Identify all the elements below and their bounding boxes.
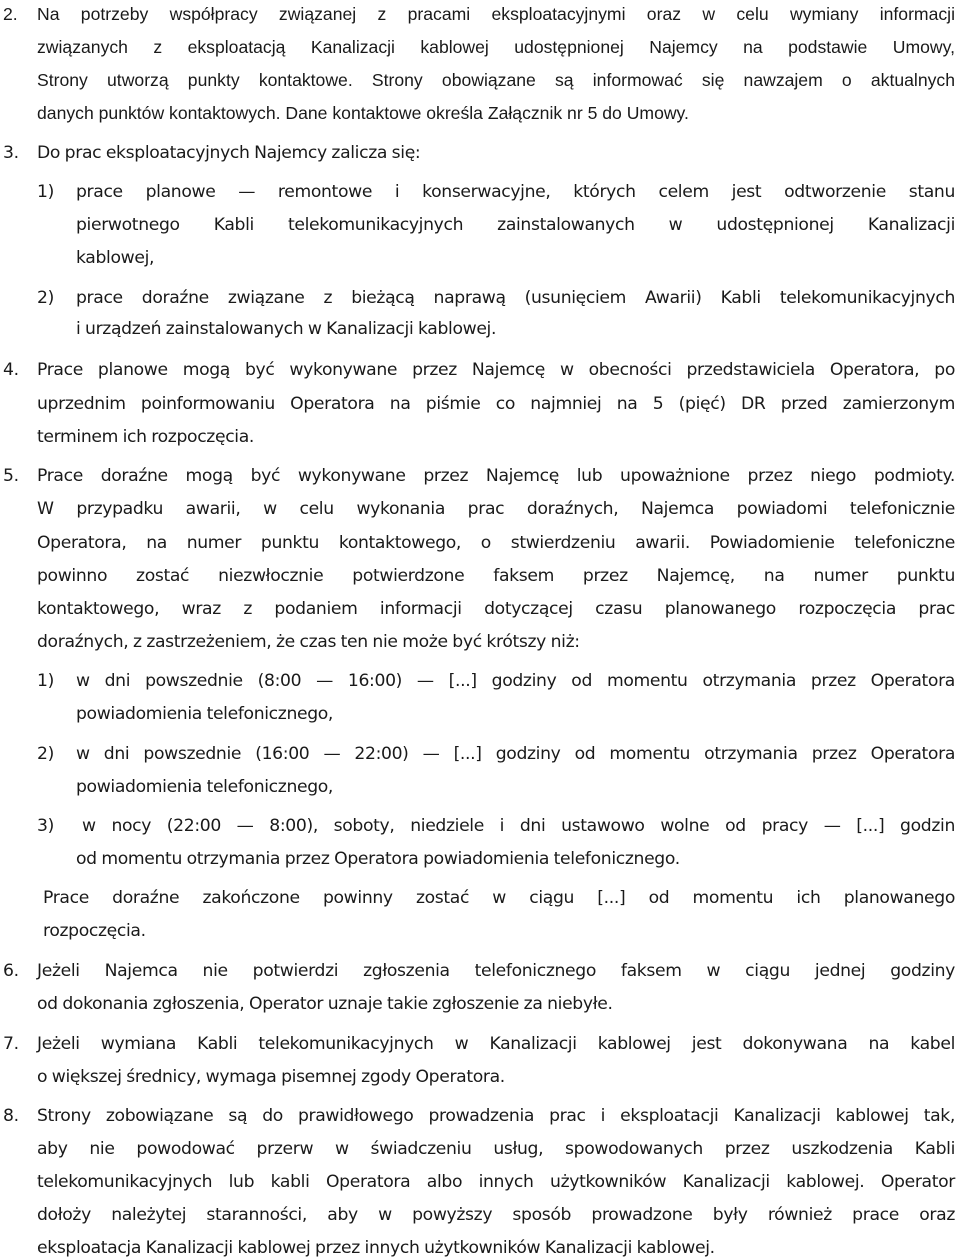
- paragraph-line: doraźnych, z zastrzeżeniem, że czas ten nie może być krótszy niż:: [37, 632, 580, 652]
- paragraph-line: Prace planowe mogą być wykonywane przez Najemcę w obecności przedstawiciela Operatora, po: [37, 360, 955, 380]
- paragraph-line: telekomunikacyjnych lub kabli Operatora albo innych użytkowników Kanalizacji kablowej. Operator: [37, 1172, 955, 1192]
- list-item-number: 3): [37, 816, 54, 836]
- paragraph-line: Do prac eksploatacyjnych Najemcy zalicza się:: [37, 143, 421, 163]
- paragraph-line: o większej średnicy, wymaga pisemnej zgody Operatora.: [37, 1067, 505, 1087]
- paragraph-line: danych punktów kontaktowych. Dane kontaktowe określa Załącznik nr 5 do Umowy.: [37, 103, 689, 123]
- list-item-line: w dni powszednie (16:00 — 22:00) — [...] godziny od momentu otrzymania przez Operatora: [76, 744, 955, 764]
- paragraph-number: 2.: [3, 4, 18, 24]
- closing-line: Prace doraźne zakończone powinny zostać w ciągu [...] od momentu ich planowanego: [43, 888, 955, 908]
- paragraph-line: powinno zostać niezwłocznie potwierdzone faksem przez Najemcę, na numer punktu: [37, 566, 955, 586]
- list-item-line: od momentu otrzymania przez Operatora powiadomienia telefonicznego.: [76, 849, 680, 869]
- list-item-number: 1): [37, 671, 54, 691]
- list-item-line: kablowej,: [76, 248, 155, 268]
- paragraph-line: Na potrzeby współpracy związanej z pracami eksploatacyjnymi oraz w celu wymiany informacji: [37, 4, 955, 24]
- paragraph-line: uprzednim poinformowaniu Operatora na piśmie co najmniej na 5 (pięć) DR przed zamierzonym: [37, 394, 955, 414]
- paragraph-line: kontaktowego, wraz z podaniem informacji dotyczącej czasu planowanego rozpoczęcia prac: [37, 599, 955, 619]
- list-item-line: prace planowe — remontowe i konserwacyjne, których celem jest odtworzenie stanu: [76, 182, 955, 202]
- paragraph-number: 4.: [3, 360, 19, 380]
- list-item-line: powiadomienia telefonicznego,: [76, 777, 334, 797]
- paragraph-line: Jeżeli wymiana Kabli telekomunikacyjnych w Kanalizacji kablowej jest dokonywana na kabel: [37, 1034, 955, 1054]
- paragraph-number: 5.: [3, 466, 19, 486]
- list-item-number: 1): [37, 182, 54, 202]
- list-item-number: 2): [37, 288, 54, 308]
- paragraph-number: 7.: [3, 1034, 19, 1054]
- paragraph-line: Jeżeli Najemca nie potwierdzi zgłoszenia telefonicznego faksem w ciągu jednej godziny: [37, 961, 955, 981]
- paragraph-line: Operatora, na numer punktu kontaktowego, o stwierdzeniu awarii. Powiadomienie telefoniczne: [37, 533, 955, 553]
- list-item-line: w dni powszednie (8:00 — 16:00) — [...] godziny od momentu otrzymania przez Operatora: [76, 671, 955, 691]
- list-item-line: i urządzeń zainstalowanych w Kanalizacji kablowej.: [76, 319, 497, 339]
- list-item-line: pierwotnego Kabli telekomunikacyjnych zainstalowanych w udostępnionej Kanalizacji: [76, 215, 955, 235]
- list-item-number: 2): [37, 744, 54, 764]
- paragraph-number: 8.: [3, 1106, 19, 1126]
- paragraph-line: Strony zobowiązane są do prawidłowego prowadzenia prac i eksploatacji Kanalizacji kablowej tak,: [37, 1106, 955, 1126]
- paragraph-line: Strony utworzą punkty kontaktowe. Strony obowiązane są informować się nawzajem o aktualnych: [37, 70, 955, 90]
- paragraph-line: związanych z eksploatacją Kanalizacji kablowej udostępnionej Najemcy na podstawie Umowy,: [37, 37, 955, 57]
- paragraph-line: aby nie powodować przerw w świadczeniu usług, spowodowanych przez uszkodzenia Kabli: [37, 1139, 955, 1159]
- paragraph-line: Prace doraźne mogą być wykonywane przez Najemcę lub upoważnione przez niego podmioty.: [37, 466, 955, 486]
- list-item-line: powiadomienia telefonicznego,: [76, 704, 334, 724]
- paragraph-line: eksploatacja Kanalizacji kablowej przez innych użytkowników Kanalizacji kablowej.: [37, 1238, 715, 1258]
- paragraph-number: 6.: [3, 961, 19, 981]
- paragraph-line: od dokonania zgłoszenia, Operator uznaje takie zgłoszenie za niebyłe.: [37, 994, 613, 1014]
- list-item-line: prace doraźne związane z bieżącą naprawą (usunięciem Awarii) Kabli telekomunikacyjnych: [76, 288, 955, 308]
- list-item-line: w nocy (22:00 — 8:00), soboty, niedziele i dni ustawowo wolne od pracy — [...] godzin: [82, 816, 955, 836]
- paragraph-line: terminem ich rozpoczęcia.: [37, 427, 255, 447]
- paragraph-number: 3.: [3, 143, 19, 163]
- closing-line: rozpoczęcia.: [43, 921, 146, 941]
- paragraph-line: dołoży należytej staranności, aby w powyższy sposób prowadzone były również prace oraz: [37, 1205, 955, 1225]
- paragraph-line: W przypadku awarii, w celu wykonania prac doraźnych, Najemca powiadomi telefonicznie: [37, 499, 955, 519]
